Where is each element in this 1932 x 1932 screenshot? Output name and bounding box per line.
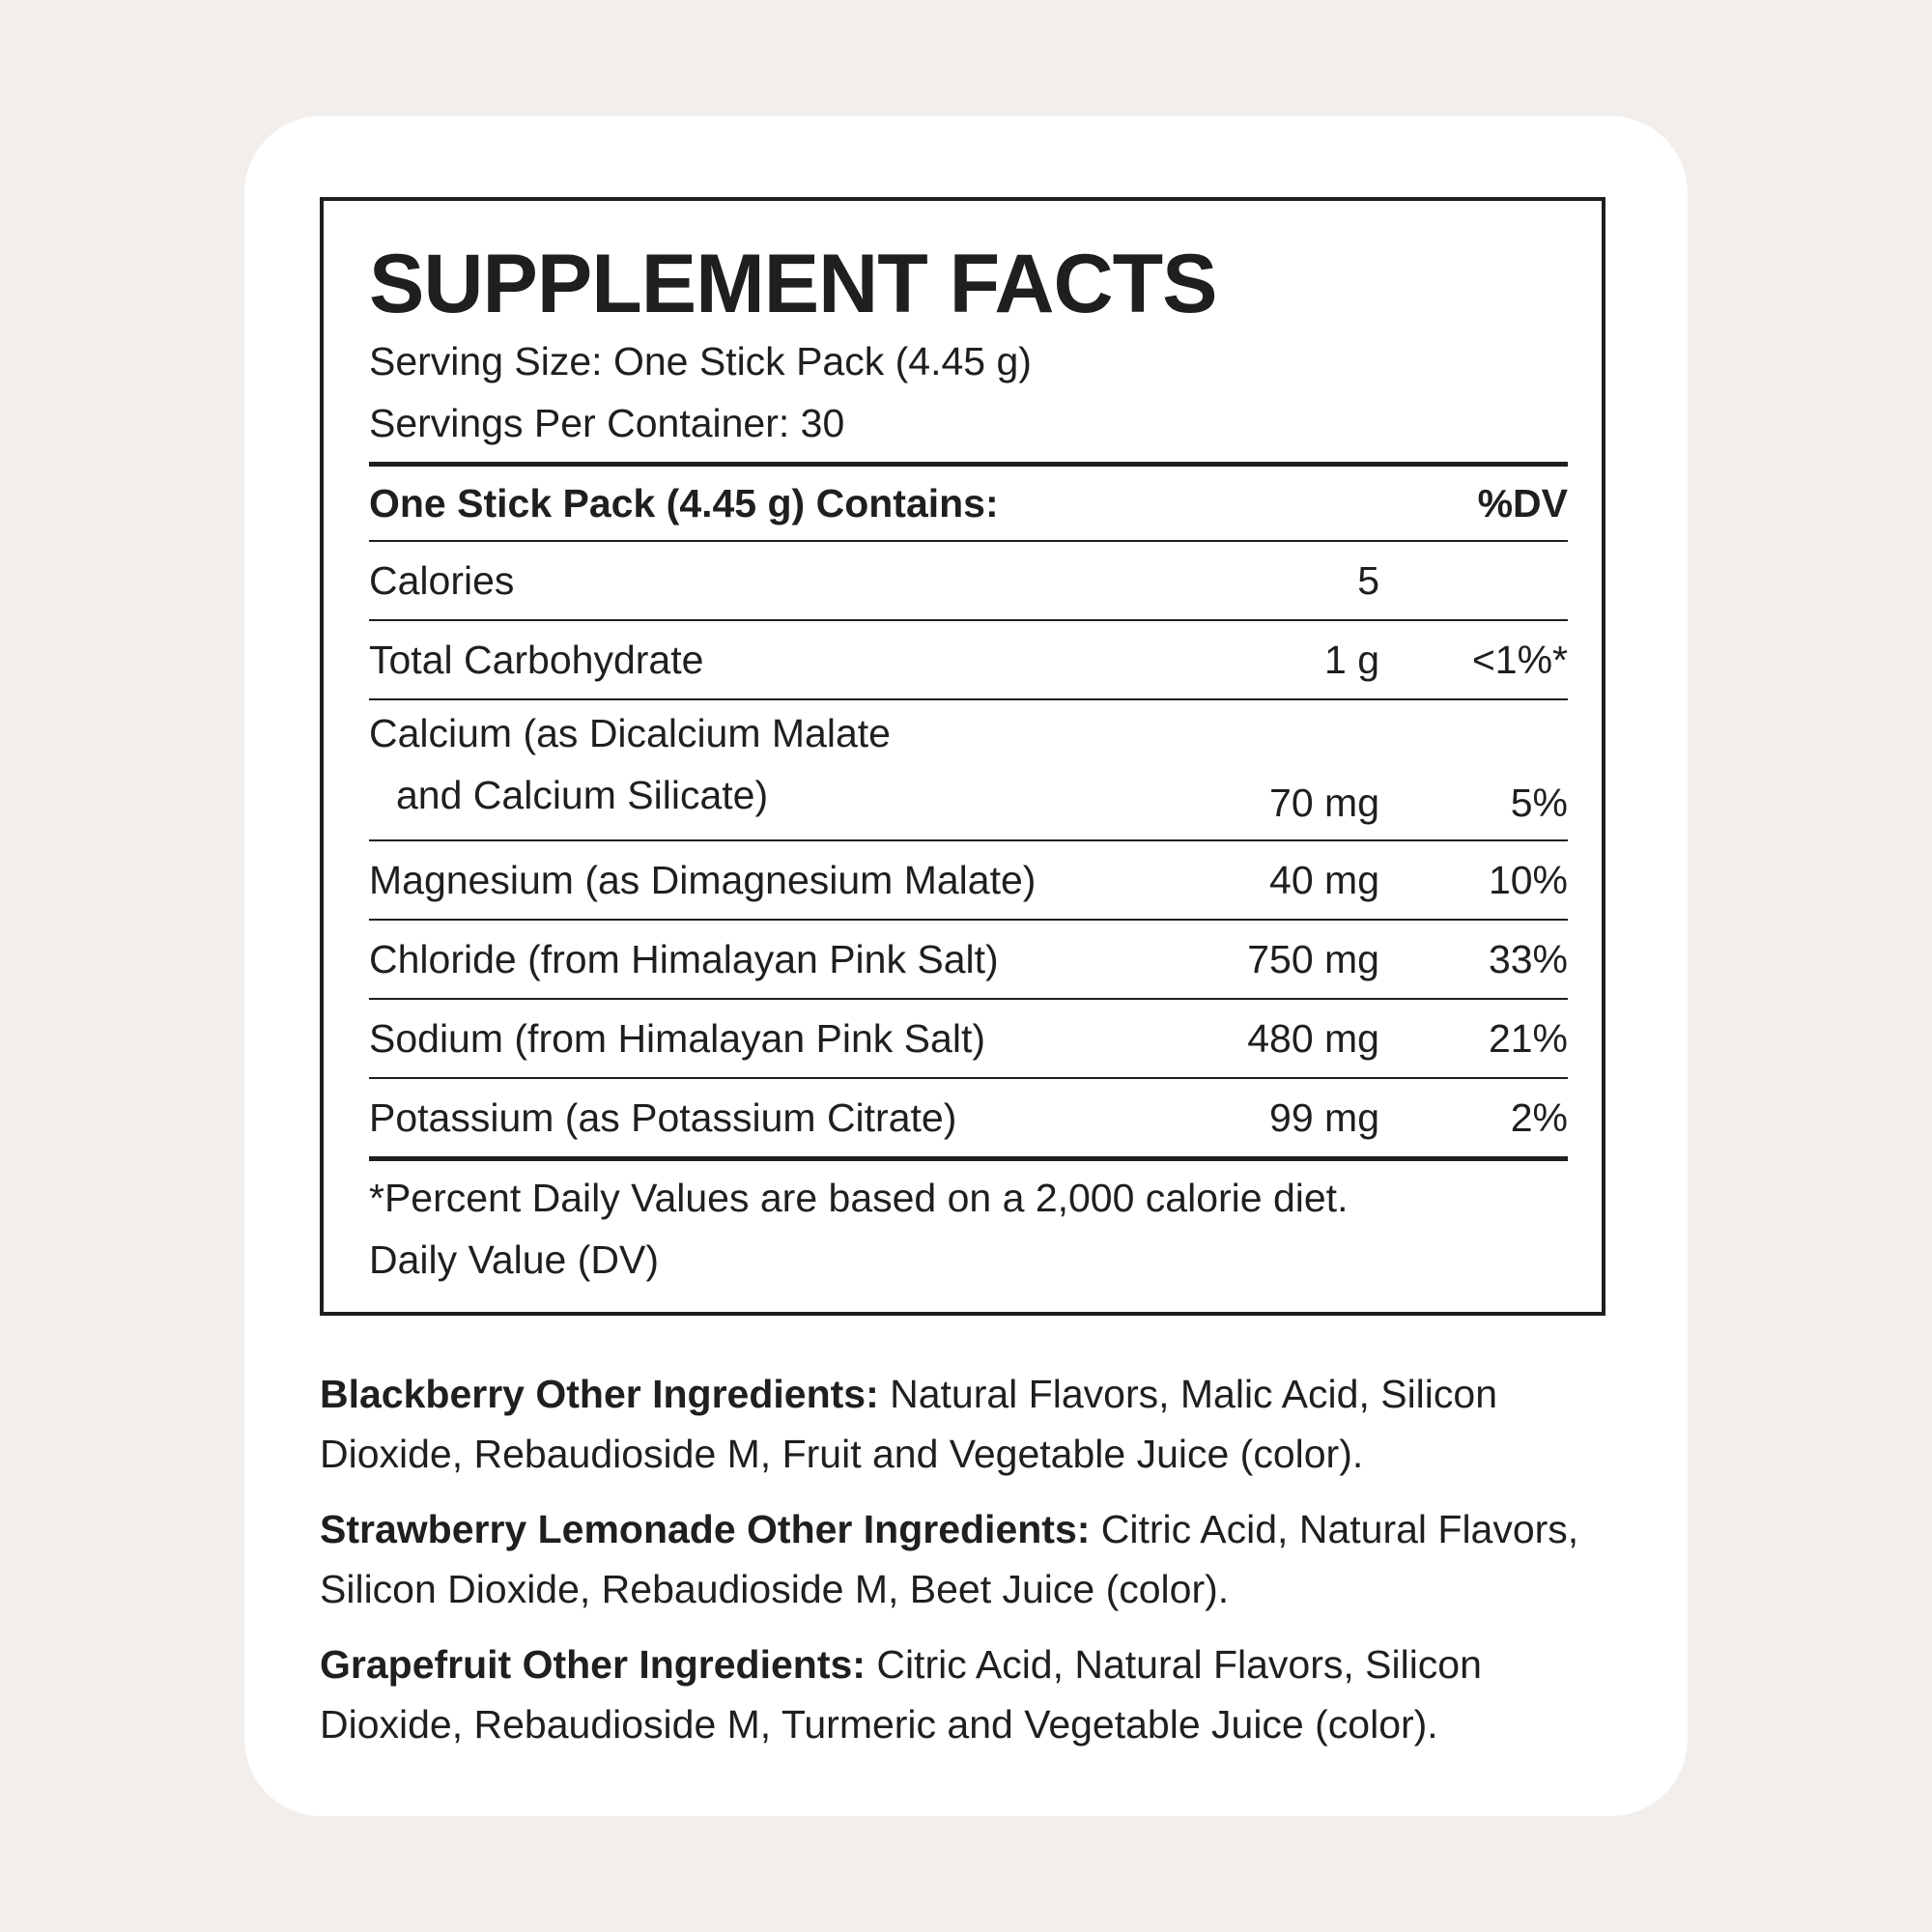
nutrient-amount: 750 mg bbox=[1247, 936, 1379, 981]
nutrient-dv: 10% bbox=[1488, 857, 1568, 902]
label-card bbox=[244, 116, 1688, 1816]
ingredients-label: Strawberry Lemonade Other Ingredients: bbox=[320, 1507, 1091, 1551]
facts-header-row bbox=[369, 467, 1568, 542]
header-dv: %DV bbox=[1477, 480, 1568, 526]
nutrient-row-magnesium bbox=[369, 841, 1568, 921]
nutrient-name: Sodium (from Himalayan Pink Salt) bbox=[369, 1016, 985, 1061]
facts-title: SUPPLEMENT FACTS bbox=[369, 238, 1217, 330]
nutrient-name: Total Carbohydrate bbox=[369, 638, 704, 682]
supplement-facts-content bbox=[369, 238, 1568, 1291]
footnote-line1: *Percent Daily Values are based on a 2,000 calorie diet. bbox=[369, 1176, 1349, 1220]
nutrient-row-total-carbohydrate bbox=[369, 621, 1568, 700]
other-ingredients bbox=[320, 1364, 1634, 1770]
ingredients-label: Blackberry Other Ingredients: bbox=[320, 1372, 879, 1416]
nutrient-amount: 1 g bbox=[1324, 637, 1379, 682]
nutrient-amount: 5 bbox=[1357, 557, 1379, 603]
nutrient-name-line1: Calcium (as Dicalcium Malate bbox=[369, 711, 891, 755]
nutrient-amount: 99 mg bbox=[1269, 1094, 1379, 1140]
nutrient-row-potassium bbox=[369, 1079, 1568, 1161]
ingredients-label: Grapefruit Other Ingredients: bbox=[320, 1642, 866, 1687]
nutrient-dv: <1%* bbox=[1471, 637, 1568, 682]
ingredients-text: Citric Acid, Natural Flavors, Silicon Dioxide, Rebaudioside M, Beet Juice (color). bbox=[320, 1507, 1579, 1611]
nutrient-name: Potassium (as Potassium Citrate) bbox=[369, 1095, 957, 1140]
nutrient-name bbox=[369, 702, 1138, 826]
nutrient-amount: 40 mg bbox=[1269, 857, 1379, 902]
ingredients-grapefruit bbox=[320, 1634, 1634, 1754]
ingredients-blackberry bbox=[320, 1364, 1634, 1484]
ingredients-text: Natural Flavors, Malic Acid, Silicon Dioxide, Rebaudioside M, Fruit and Vegetable Juice (color). bbox=[320, 1372, 1497, 1476]
nutrient-row-calcium bbox=[369, 700, 1568, 841]
nutrient-row-sodium bbox=[369, 1000, 1568, 1079]
nutrient-name: Chloride (from Himalayan Pink Salt) bbox=[369, 937, 999, 981]
nutrient-name: Calories bbox=[369, 558, 515, 603]
servings-per-container: Servings Per Container: 30 bbox=[369, 401, 845, 445]
nutrient-dv: 21% bbox=[1488, 1015, 1568, 1061]
nutrient-name: Magnesium (as Dimagnesium Malate) bbox=[369, 858, 1037, 902]
nutrient-row-chloride bbox=[369, 921, 1568, 1000]
ingredients-text: Citric Acid, Natural Flavors, Silicon Dioxide, Rebaudioside M, Turmeric and Vegetable Juice (color). bbox=[320, 1642, 1482, 1747]
nutrient-row-calories bbox=[369, 542, 1568, 621]
nutrient-dv: 2% bbox=[1510, 1094, 1568, 1140]
supplement-facts-panel bbox=[320, 197, 1605, 1316]
header-label: One Stick Pack (4.45 g) Contains: bbox=[369, 480, 999, 526]
serving-size: Serving Size: One Stick Pack (4.45 g) bbox=[369, 339, 1032, 384]
nutrient-amount: 70 mg bbox=[1269, 781, 1379, 825]
footnote-line2: Daily Value (DV) bbox=[369, 1237, 659, 1282]
ingredients-strawberry-lemonade bbox=[320, 1499, 1634, 1619]
nutrient-name-line2: and Calcium Silicate) bbox=[396, 773, 769, 817]
nutrient-dv: 33% bbox=[1488, 936, 1568, 981]
nutrient-amount: 480 mg bbox=[1247, 1015, 1379, 1061]
nutrient-dv: 5% bbox=[1510, 781, 1568, 825]
